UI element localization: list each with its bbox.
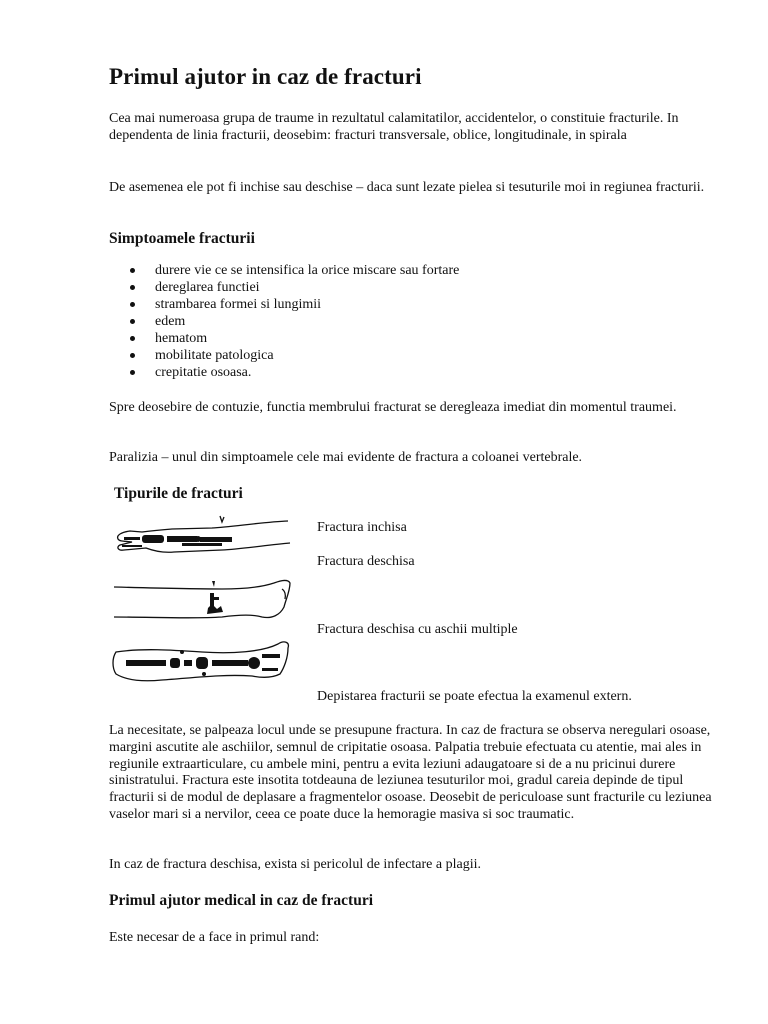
list-item: mobilitate patologica <box>109 347 459 364</box>
list-item: durere vie ce se intensifica la orice miscare sau fortare <box>109 262 459 279</box>
bullet-icon <box>130 285 135 290</box>
page-title: Primul ajutor in caz de fracturi <box>109 64 422 89</box>
closed-fracture-arm-illustration <box>112 515 292 561</box>
list-item: edem <box>109 313 459 330</box>
open-fracture-leg-illustration <box>112 577 292 627</box>
bullet-icon <box>130 370 135 375</box>
fracture-types-heading: Tipurile de fracturi <box>114 485 243 502</box>
contusion-paragraph: Spre deosebire de contuzie, functia membrului fracturat se deregleaza imediat din momentul traumei. <box>109 400 677 415</box>
paralysis-paragraph: Paralizia – unul din simptoamele cele mai evidente de fractura a coloanei vertebrale. <box>109 450 583 465</box>
bullet-icon <box>130 268 135 273</box>
palpation-paragraph: La necesitate, se palpeaza locul unde se presupune fractura. In caz de fractura se observa neregulari osoase, margini ascutite ale aschiilor, semnul de cripitatie osoasa. Palpatia trebuie efectuata cu atentie, mai ales in regiunile extraarticulare, cu ambele mini, pentru a evita leziuni adaugatoare si de a nu pricinui durere sinistratului. Fractura este insotita totdeauna de leziunea tesuturilor moi, gradul careia depinde de tipul fracturii si de modul de deplasare a fragmentelor osoase. Deosebit de periculoase sunt fracturile cu leziunea vaselor mari si a nervilor, ceea ce poate duce la hemoragie masiva si soc traumatic. <box>109 723 712 822</box>
list-item: dereglarea functiei <box>109 279 459 296</box>
infection-paragraph: In caz de fractura deschisa, exista si pericolul de infectare a plagii. <box>109 857 481 872</box>
first-aid-intro-paragraph: Este necesar de a face in primul rand: <box>109 930 320 945</box>
list-item: crepitatie osoasa. <box>109 364 459 381</box>
caption-closed-fracture: Fractura inchisa <box>317 520 407 535</box>
caption-detection: Depistarea fracturii se poate efectua la examenul extern. <box>317 689 632 704</box>
multiple-fragment-fracture-illustration <box>112 638 292 688</box>
intro-paragraph: Cea mai numeroasa grupa de traume in rezultatul calamitatilor, accidentelor, o constituie fracturile. In dependenta de linia fracturii, deosebim: fracturi transversale, oblice, longitudinale, in spirala <box>109 111 679 143</box>
caption-multiple-fragments: Fractura deschisa cu aschii multiple <box>317 622 518 637</box>
symptoms-heading: Simptoamele fracturii <box>109 230 255 247</box>
list-item: hematom <box>109 330 459 347</box>
first-aid-heading: Primul ajutor medical in caz de fracturi <box>109 892 374 909</box>
symptoms-list <box>109 262 459 381</box>
bullet-icon <box>130 336 135 341</box>
list-item: strambarea formei si lungimii <box>109 296 459 313</box>
closed-open-paragraph: De asemenea ele pot fi inchise sau deschise – daca sunt lezate pielea si tesuturile moi in regiunea fracturii. <box>109 180 705 195</box>
bullet-icon <box>130 319 135 324</box>
caption-open-fracture: Fractura deschisa <box>317 554 415 569</box>
bullet-icon <box>130 353 135 358</box>
bullet-icon <box>130 302 135 307</box>
